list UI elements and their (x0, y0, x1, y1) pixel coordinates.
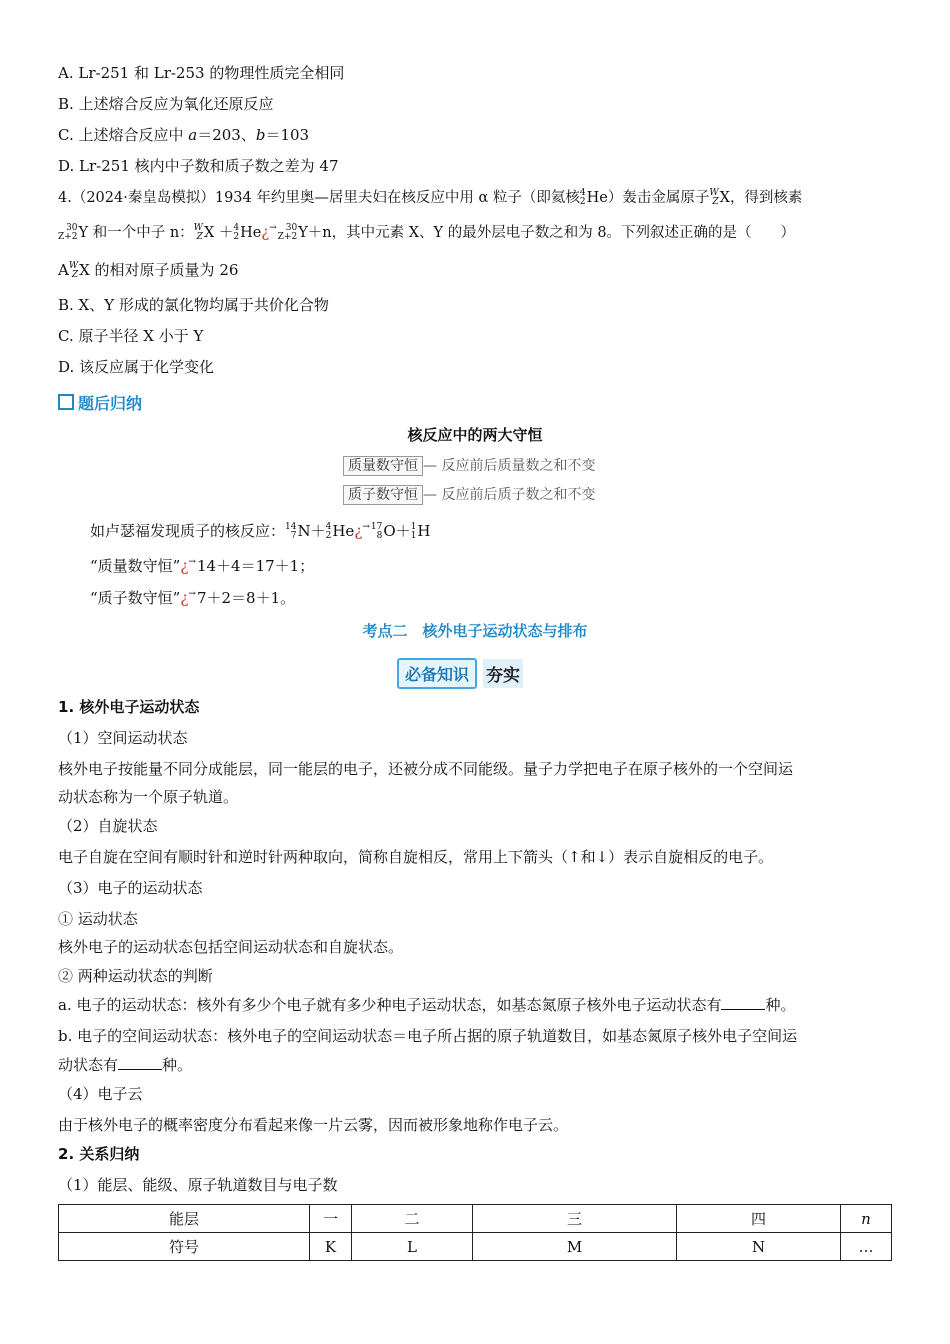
paragraph-a: a. 电子的运动状态：核外有多少个电子就有多少种电子运动状态，如基态氮原子核外电子运动状态有 种。 (58, 996, 796, 1014)
subheading-relation: （1）能层、能级、原子轨道数目与电子数 (58, 1176, 338, 1194)
table-cell: M (473, 1233, 677, 1261)
proton-conservation-desc: — 反应前后质子数之和不变 (423, 487, 596, 503)
knowledge-banner (397, 658, 552, 688)
answer-blank[interactable] (118, 1055, 162, 1070)
table-cell: … (841, 1233, 892, 1261)
summary-heading: 题后归纳 (58, 393, 892, 415)
checkbox-icon (58, 394, 74, 410)
paragraph-motion-state: 核外电子的运动状态包括空间运动状态和自旋状态。 (58, 938, 404, 956)
table-cell: 三 (473, 1205, 677, 1233)
heading-1: 1. 核外电子运动状态 (58, 698, 200, 716)
paragraph-spin: 电子自旋在空间有顺时针和逆时针两种取向，简称自旋相反，常用上下箭头（↑和↓）表示自旋相反的电子。 (58, 848, 774, 866)
table-cell: n (841, 1205, 892, 1233)
option-a: A. Lr-251 和 Lr-253 的物理性质完全相同 (58, 64, 345, 82)
table-cell: 二 (352, 1205, 473, 1233)
subheading-space-state: （1）空间运动状态 (58, 729, 188, 747)
question-4-option-b: B. X、Y 形成的氯化物均属于共价化合物 (58, 296, 329, 314)
paragraph-orbital-line2: 动状态称为一个原子轨道。 (58, 788, 239, 806)
energy-level-table (58, 1204, 892, 1261)
table-cell: K (310, 1233, 352, 1261)
answer-blank[interactable] (721, 995, 765, 1010)
option-b: B. 上述熔合反应为氧化还原反应 (58, 95, 274, 113)
proton-conservation-row (343, 483, 892, 506)
paragraph-electron-cloud: 由于核外电子的概率密度分布看起来像一片云雾，因而被形象地称作电子云。 (58, 1116, 569, 1134)
question-4-option-d: D. 该反应属于化学变化 (58, 358, 215, 376)
item-two-states: ② 两种运动状态的判断 (58, 967, 213, 985)
item-motion-state: ① 运动状态 (58, 910, 138, 928)
mass-conservation-box: 质量数守恒 (343, 456, 423, 476)
option-d: D. Lr-251 核内中子数和质子数之差为 47 (58, 157, 339, 175)
mass-conservation-desc: — 反应前后质量数之和不变 (423, 458, 596, 474)
table-cell: L (352, 1233, 473, 1261)
table-cell: N (677, 1233, 841, 1261)
table-cell: 一 (310, 1205, 352, 1233)
subheading-spin: （2）自旋状态 (58, 817, 158, 835)
subheading-electron-cloud: （4）电子云 (58, 1085, 143, 1103)
table-cell: 四 (677, 1205, 841, 1233)
rutherford-example: 如卢瑟福发现质子的核反应： 14 7 N＋ 4 2 He¿ → 17 8 O＋ 1 1 H (90, 522, 431, 541)
section-title: 考点二 核外电子运动状态与排布 (362, 622, 588, 640)
proton-number-equation: “质子数守恒”¿ → 7＋2＝8＋1。 (90, 589, 296, 607)
table-row (59, 1205, 892, 1233)
banner-suffix: 夯实 (483, 659, 523, 688)
question-4-option-a: A W Z X 的相对原子质量为 26 (58, 261, 239, 280)
table-row (59, 1233, 892, 1261)
heading-2: 2. 关系归纳 (58, 1145, 140, 1163)
option-c: C. 上述熔合反应中 a＝203、b＝103 (58, 126, 310, 144)
paragraph-orbital-line1: 核外电子按能量不同分成能层，同一能层的电子，还被分成不同能级。量子力学把电子在原子核外的一个空间运 (58, 760, 794, 778)
paragraph-b-line1: b. 电子的空间运动状态：核外电子的空间运动状态＝电子所占据的原子轨道数目，如基态氮原子核外电子空间运 (58, 1027, 798, 1045)
subheading-motion-state: （3）电子的运动状态 (58, 879, 203, 897)
question-4-line2: 30 Z+2 Y 和一个中子 n： W Z X ＋ 4 2 He¿ → 30 Z+2 Y＋n，其中元素 X、Y 的最外层电子数之和为 8。下列叙述正确的是（ ） (58, 223, 796, 242)
question-4-option-c: C. 原子半径 X 小于 Y (58, 327, 204, 345)
table-cell: 能层 (59, 1205, 310, 1233)
summary-title: 核反应中的两大守恒 (407, 426, 543, 444)
banner-label: 必备知识 (397, 658, 477, 689)
paragraph-b-line2: 动状态有 种。 (58, 1056, 193, 1074)
mass-conservation-row (343, 454, 892, 477)
question-4-line1: 4.（2024·秦皇岛模拟）1934 年约里奥—居里夫妇在核反应中用 α 粒子（即氦核 4 2 He）轰击金属原子 W Z X，得到核素 (58, 188, 803, 207)
table-cell: 符号 (59, 1233, 310, 1261)
proton-conservation-box: 质子数守恒 (343, 485, 423, 505)
mass-number-equation: “质量数守恒”¿ → 14＋4＝17＋1； (90, 557, 315, 575)
